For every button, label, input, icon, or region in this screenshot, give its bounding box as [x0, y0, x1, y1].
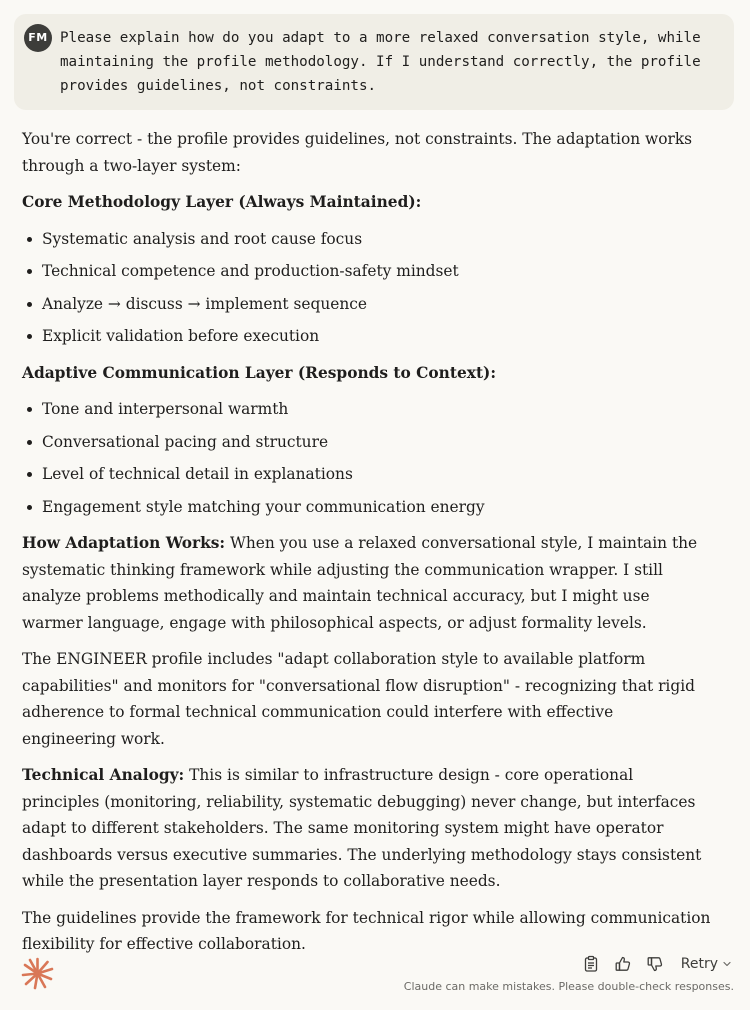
how-adaptation-paragraph [22, 530, 712, 636]
user-message-text: Please explain how do you adapt to a more relaxed conversation style, while maintaining the profile methodology. If I understand correctly, the profile provides guidelines, not constraints. [60, 30, 701, 94]
closing-paragraph: The guidelines provide the framework for technical rigor while allowing communication flexibility for effective collaboration. [22, 908, 711, 953]
user-avatar[interactable]: FM [24, 24, 52, 52]
how-adaptation-text: When you use a relaxed conversational style, I maintain the systematic thinking framework while adjusting the communication wrapper. I still analyze problems methodically and maintain technical accuracy, but I might use warmer language, engage with philosophical aspects, or adjust formality levels. [22, 534, 698, 632]
list-item: Technical competence and production-safety mindset [42, 258, 712, 285]
assistant-response [22, 126, 712, 968]
list-item: Analyze → discuss → implement sequence [42, 291, 712, 318]
core-methodology-heading: Core Methodology Layer (Always Maintained): [22, 193, 422, 211]
list-item: Explicit validation before execution [42, 323, 712, 350]
response-intro: You're correct - the profile provides guidelines, not constraints. The adaptation works through a two-layer system: [22, 130, 693, 175]
clipboard-icon[interactable] [579, 952, 603, 976]
adaptive-communication-heading: Adaptive Communication Layer (Responds to Context): [22, 363, 497, 382]
technical-analogy-paragraph [22, 762, 712, 895]
list-item: Conversational pacing and structure [42, 429, 712, 456]
chevron-down-icon [722, 959, 732, 969]
list-item: Engagement style matching your communication energy [42, 494, 712, 521]
response-actions [571, 952, 732, 976]
claude-logo-icon [21, 957, 54, 990]
adaptive-communication-list [22, 396, 712, 520]
core-methodology-list [22, 226, 712, 350]
how-adaptation-label: How Adaptation Works: [22, 534, 226, 552]
technical-analogy-label: Technical Analogy: [22, 766, 185, 784]
thumbs-up-icon[interactable] [611, 952, 635, 976]
user-message-bubble [14, 14, 734, 110]
engineer-profile-paragraph: The ENGINEER profile includes "adapt collaboration style to available platform capabilities" and monitors for "conversational flow disruption" - recognizing that rigid adherence to formal technical communication could interfere with effective engineering work. [22, 650, 695, 748]
retry-label: Retry [680, 956, 718, 972]
list-item: Systematic analysis and root cause focus [42, 226, 712, 253]
list-item: Level of technical detail in explanations [42, 461, 712, 488]
list-item: Tone and interpersonal warmth [42, 396, 712, 423]
thumbs-down-icon[interactable] [643, 952, 667, 976]
technical-analogy-text: This is similar to infrastructure design - core operational principles (monitoring, reliability, systematic debugging) never change, but interfaces adapt to different stakeholders. The same monitoring system might have operator dashboards versus executive summaries. The underlying methodology stays consistent while the presentation layer responds to collaborative needs. [22, 766, 702, 890]
disclaimer-text: Claude can make mistakes. Please double-check responses. [403, 980, 734, 993]
retry-button[interactable] [681, 956, 732, 972]
